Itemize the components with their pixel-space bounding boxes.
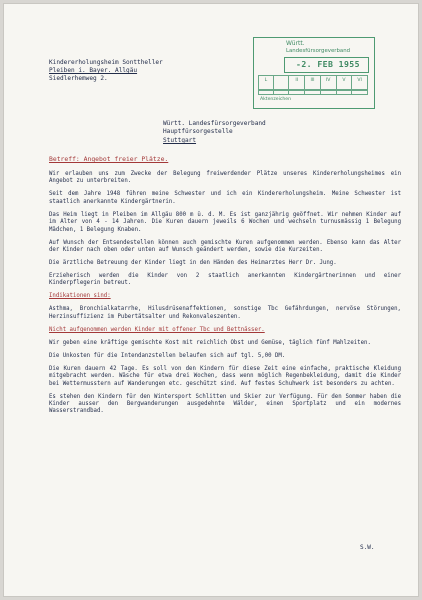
paragraph: Auf Wunsch der Entsendestellen können auch gemischte Kuren aufgenommen werden. Ebenso kann das Alter der Kinder nach oben oder unten auf Wunsch geändert werden, sowie die Kurzeiten. [49, 239, 401, 254]
letter-body [49, 171, 401, 421]
paragraph: Wir erlauben uns zum Zwecke der Belegung freiwerdender Plätze unseres Kindererholungsheimes ein Angebot zu unterbreiten. [49, 171, 401, 185]
recipient-line2: Hauptfürsorgestelle [163, 128, 233, 136]
paragraph: Die ärztliche Betreuung der Kinder liegt in den Händen des Heimarztes Herr Dr. Jung. [49, 260, 337, 267]
stamp-cell [352, 90, 368, 96]
indications-text: Asthma, Bronchialkatarrhe, Hilusdrüsenaffektionen, sonstige Tbc Gefährdungen, nervöse Störungen, Herzinsuffizienz im Pubertätsalter und Rekonvaleszenten. [49, 306, 401, 320]
stamp-cell [337, 90, 353, 96]
paragraph: Die Kuren dauern 42 Tage. Es soll von den Kindern für diese Zeit eine einfache, praktische Kleidung mitgebracht werden. Wäsche für etwa drei Wochen, dass wenn möglich Regenbekleidung, damit die Kinder bei Wettermusstern auf Wanderungen etc. geschützt sind. Auf festes Schuhwerk ist besonders zu achten. [49, 365, 401, 387]
stamp-footer: Aktenzeichen [260, 97, 292, 102]
recipient-address [163, 120, 266, 145]
stamp-cell: II [289, 75, 305, 90]
paragraph: Wir geben eine kräftige gemischte Kost mit reichlich Obst und Gemüse, täglich fünf Mahlzeiten. [49, 339, 371, 346]
stamp-grid-top [258, 75, 368, 95]
sender-location: Pleiben i. Bayer. Allgäu [49, 67, 138, 75]
stamp-cell [305, 90, 321, 96]
not-accepted-notice: Nicht aufgenommen werden Kinder mit offener Tbc und Bettnässer. [49, 326, 265, 333]
stamp-cell: L [258, 75, 274, 90]
paragraph: Es stehen den Kindern für den Wintersport Schlitten und Skier zur Verfügung. Für den Sommer haben die Kinder ausser den Bergwanderungen ausgedehnte Wälder, einen Sportplatz und ein modernes Wasserstrandbad. [49, 393, 401, 415]
letter-page [3, 3, 419, 597]
stamp-cell [289, 90, 305, 96]
stamp-cell: III [305, 75, 321, 90]
stamp-cell [274, 90, 290, 96]
stamp-cell [274, 75, 290, 90]
sender-street: Siedlerhemweg 2. [49, 75, 108, 83]
stamp-cell [258, 90, 274, 96]
subject-line: Betreff: Angebot freier Plätze. [49, 155, 169, 163]
stamp-line1: Württ. [286, 40, 305, 47]
recipient-line1: Württ. Landesfürsorgeverband [163, 120, 266, 127]
paragraph: Erzieherisch werden die Kinder von 2 staatlich anerkannten Kindergärtnerinnen und einer Kinderpflegerin betreut. [49, 273, 401, 287]
sender-address [49, 59, 163, 84]
paragraph: Das Heim liegt in Pleiben im Allgäu 800 m ü. d. M. Es ist ganzjährig geöffnet. Wir nehmen Kinder auf im Alter von 4 - 14 Jahren. Die Kuren dauern jeweils 6 Wochen und wechseln turnusmässig 1 Belegung Mädchen, 1 Belegung Knaben. [49, 211, 401, 233]
stamp-cell: IV [321, 75, 337, 90]
sender-name: Kindererholungsheim Sonttheller [49, 59, 163, 66]
stamp-cell: V [337, 75, 353, 90]
recipient-city: Stuttgart [163, 136, 197, 144]
indications-heading: Indikationen sind: [49, 293, 111, 300]
stamp-cell: VI [352, 75, 368, 90]
paragraph: Seit dem Jahre 1948 führen meine Schwester und ich ein Kindererholungsheim. Meine Schwester ist staatlich anerkannte Kindergärtnerin. [49, 191, 401, 205]
received-stamp [253, 37, 375, 109]
paragraph: Die Unkosten für die Intendanzstellen belaufen sich auf tgl. 5,00 DM. [49, 352, 286, 359]
stamp-date: -2. FEB 1955 [296, 59, 360, 69]
stamp-cell [321, 90, 337, 96]
stamp-line2: Landesfürsorgeverband [286, 48, 351, 54]
signature: S.W. [360, 544, 375, 551]
